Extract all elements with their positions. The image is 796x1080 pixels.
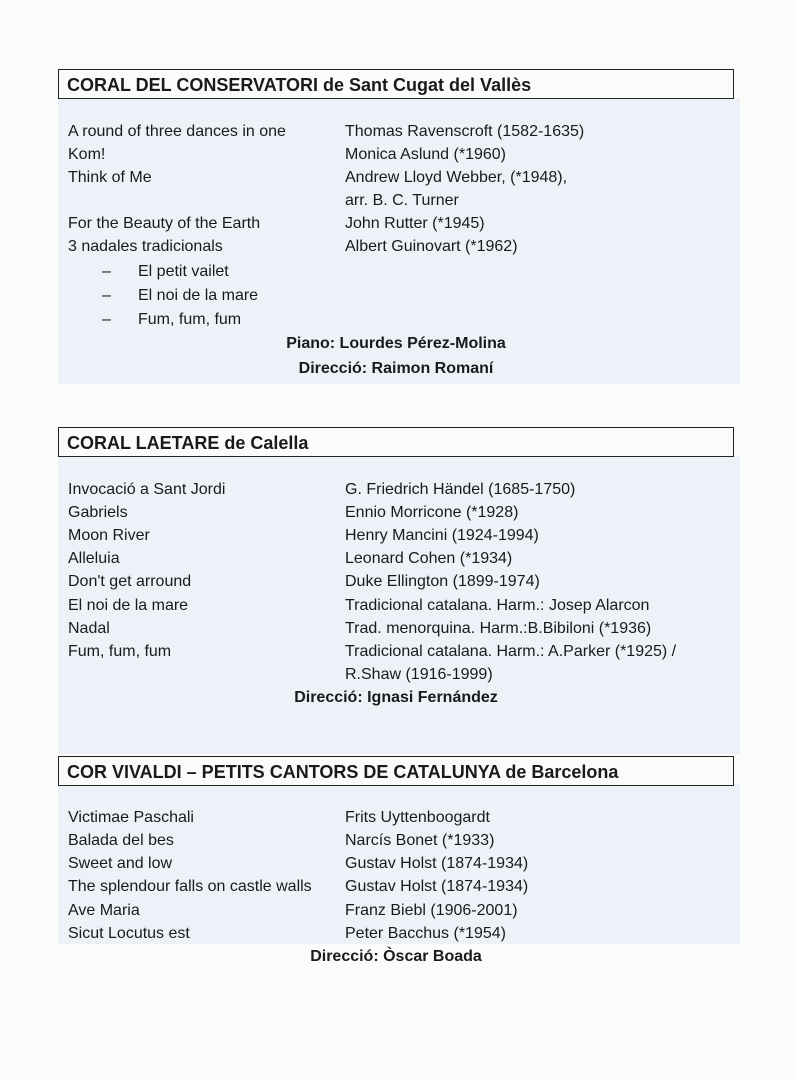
work-title: Think of Me xyxy=(68,169,152,186)
composer: Albert Guinovart (*1962) xyxy=(345,238,518,255)
composer: Frits Uyttenboogardt xyxy=(345,809,490,826)
sub-work-title: El noi de la mare xyxy=(138,287,259,304)
list-dash: – xyxy=(102,287,111,304)
work-title: For the Beauty of the Earth xyxy=(68,215,261,232)
work-title: Invocació a Sant Jordi xyxy=(68,481,226,498)
work-title: The splendour falls on castle walls xyxy=(68,878,312,895)
work-title: Sweet and low xyxy=(68,855,173,872)
credit-piano: Piano: Lourdes Pérez-Molina xyxy=(286,335,506,352)
composer: Thomas Ravenscroft (1582-1635) xyxy=(345,123,585,140)
work-title: El noi de la mare xyxy=(68,597,189,614)
sub-work-title: Fum, fum, fum xyxy=(138,311,242,328)
composer: Andrew Lloyd Webber, (*1948), xyxy=(345,169,568,186)
work-title: Victimae Paschali xyxy=(68,809,194,826)
composer: Tradicional catalana. Harm.: A.Parker (*1925) / xyxy=(345,643,677,660)
work-title: A round of three dances in one xyxy=(68,123,286,140)
work-title: Ave Maria xyxy=(68,902,140,919)
credit-director: Direcció: Ignasi Fernández xyxy=(294,689,498,706)
credit-director: Direcció: Raimon Romaní xyxy=(298,360,494,377)
work-title: Don't get arround xyxy=(68,573,192,590)
work-title: Sicut Locutus est xyxy=(68,925,190,942)
composer: Duke Ellington (1899-1974) xyxy=(345,573,540,590)
work-title: Gabriels xyxy=(68,504,128,521)
sub-work-title: El petit vailet xyxy=(138,263,229,280)
work-title: Fum, fum, fum xyxy=(68,643,172,660)
composer: Narcís Bonet (*1933) xyxy=(345,832,495,849)
section-title-cor-vivaldi: COR VIVALDI – PETITS CANTORS DE CATALUNYA de Barcelona xyxy=(58,756,734,786)
composer: Monica Aslund (*1960) xyxy=(345,146,506,163)
composer: Tradicional catalana. Harm.: Josep Alarcon xyxy=(345,597,650,614)
section-title-coral-laetare: CORAL LAETARE de Calella xyxy=(58,427,734,457)
composer: Henry Mancini (1924-1994) xyxy=(345,527,539,544)
composer-arranger: arr. B. C. Turner xyxy=(345,192,459,209)
credit-director: Direcció: Òscar Boada xyxy=(310,948,482,965)
composer: John Rutter (*1945) xyxy=(345,215,485,232)
composer: Ennio Morricone (*1928) xyxy=(345,504,519,521)
work-title: Moon River xyxy=(68,527,150,544)
composer: Leonard Cohen (*1934) xyxy=(345,550,513,567)
work-title: Kom! xyxy=(68,146,106,163)
work-title: Nadal xyxy=(68,620,110,637)
composer: Gustav Holst (1874-1934) xyxy=(345,878,529,895)
composer: G. Friedrich Händel (1685-1750) xyxy=(345,481,576,498)
composer: Gustav Holst (1874-1934) xyxy=(345,855,529,872)
section-title-coral-conservatori: CORAL DEL CONSERVATORI de Sant Cugat del Vallès xyxy=(58,69,734,99)
composer: Trad. menorquina. Harm.:B.Bibiloni (*1936) xyxy=(345,620,652,637)
work-title: Balada del bes xyxy=(68,832,174,849)
list-dash: – xyxy=(102,311,111,328)
composer: Franz Biebl (1906-2001) xyxy=(345,902,518,919)
list-dash: – xyxy=(102,263,111,280)
composer-continuation: R.Shaw (1916-1999) xyxy=(345,666,493,683)
work-title: Alleluia xyxy=(68,550,120,567)
work-title: 3 nadales tradicionals xyxy=(68,238,223,255)
composer: Peter Bacchus (*1954) xyxy=(345,925,506,942)
